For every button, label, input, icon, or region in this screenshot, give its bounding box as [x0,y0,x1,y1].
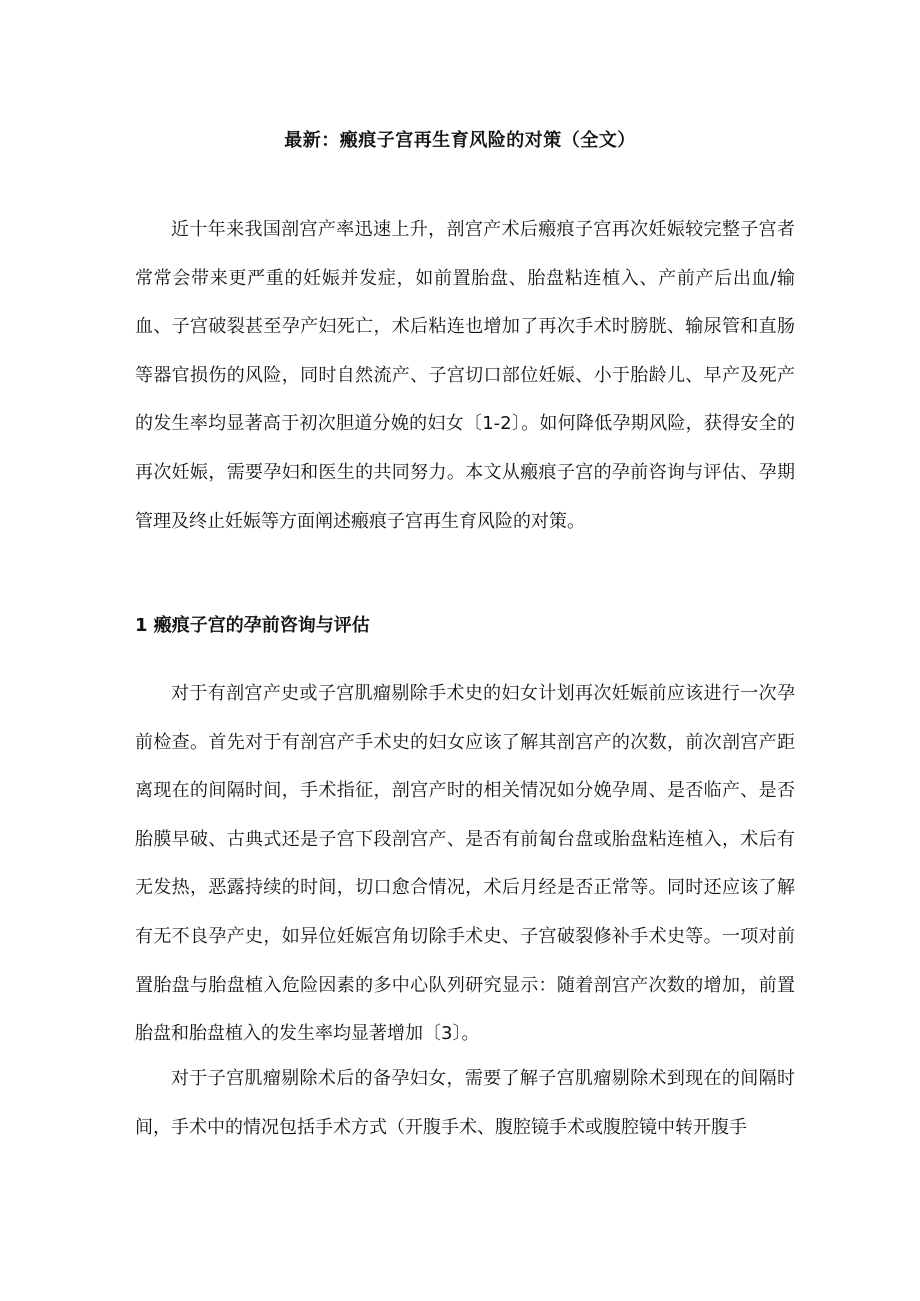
intro-paragraph: 近十年来我国剖宫产率迅速上升，剖宫产术后瘢痕子宫再次妊娠较完整子宫者常常会带来更严重的妊娠并发症，如前置胎盘、胎盘粘连植入、产前产后出血/输血、子宫破裂甚至孕产妇死亡，术后粘连也增加了再次手术时膀胱、输尿管和直肠等器官损伤的风险，同时自然流产、子宫切口部位妊娠、小于胎龄儿、早产及死产的发生率均显著高于初次胆道分娩的妇女〔1-2〕。如何降低孕期风险，获得安全的再次妊娠，需要孕妇和医生的共同努力。本文从瘢痕子宫的孕前咨询与评估、孕期管理及终止妊娠等方面阐述瘢痕子宫再生育风险的对策。 [135,219,795,532]
section-heading: 1 瘢痕子宫的孕前咨询与评估 [135,615,370,636]
section1-paragraph-1: 对于有剖宫产史或子宫肌瘤剔除手术史的妇女计划再次妊娠前应该进行一次孕前检查。首先对于有剖宫产手术史的妇女应该了解其剖宫产的次数，前次剖宫产距离现在的间隔时间，手术指征，剖宫产时的相关情况如分娩孕周、是否临产、是否胎膜早破、古典式还是子宫下段剖宫产、是否有前匐台盘或胎盘粘连植入，术后有无发热，恶露持续的时间，切口愈合情况，术后月经是否正常等。同时还应该了解有无不良孕产史，如异位妊娠宫角切除手术史、子宫破裂修补手术史等。一项对前置胎盘与胎盘植入危险因素的多中心队列研究显示：随着剖宫产次数的增加，前置胎盘和胎盘植入的发生率均显著增加〔3〕。 [135,683,795,1045]
document-title: 最新：瘢痕子宫再生育风险的对策（全文） [284,130,636,151]
section1-paragraph-2: 对于子宫肌瘤剔除术后的备孕妇女，需要了解子宫肌瘤剔除术到现在的间隔时间，手术中的情况包括手术方式（开腹手术、腹腔镜手术或腹腔镜中转开腹手 [135,1068,795,1138]
